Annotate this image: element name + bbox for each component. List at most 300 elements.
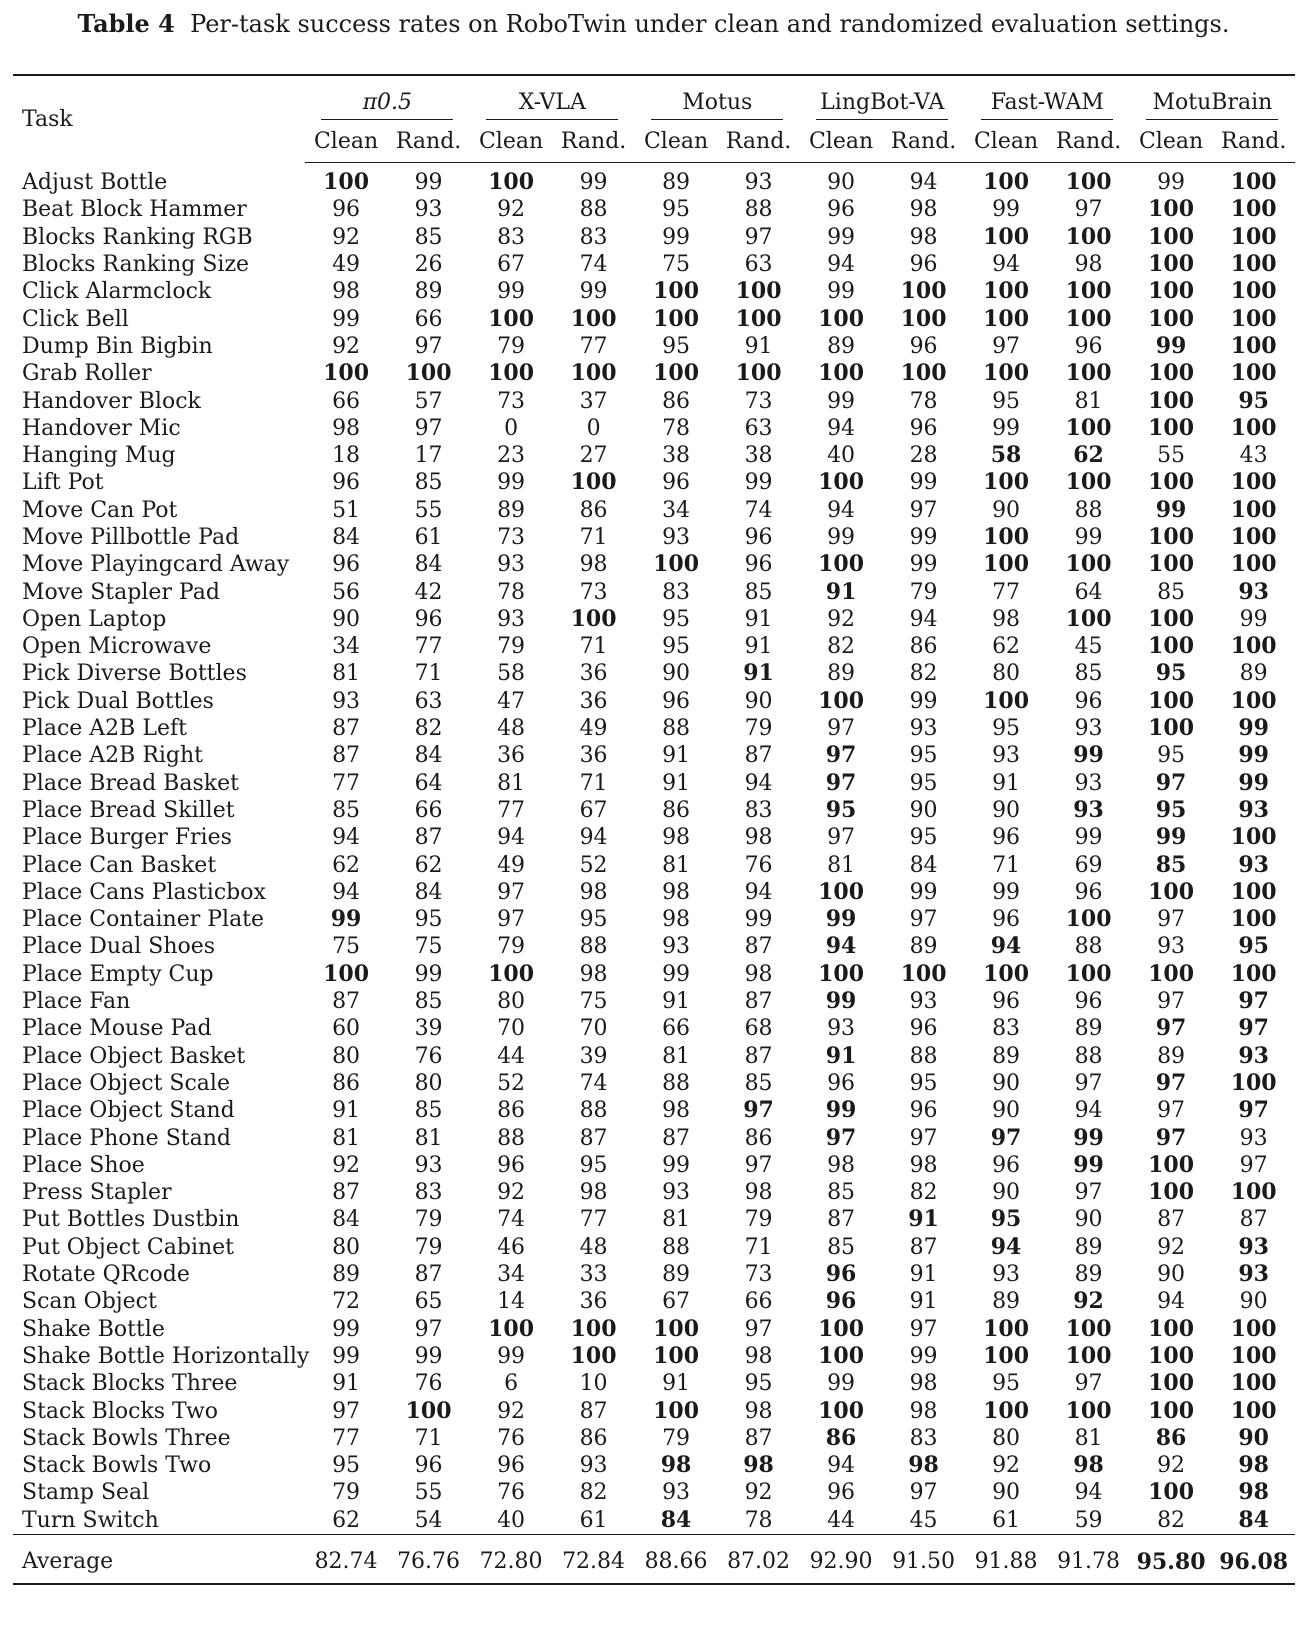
method-header-label: Fast-WAM (981, 90, 1113, 120)
score-cell: 100 (983, 551, 1030, 578)
score-cell: 48 (579, 1234, 608, 1260)
score-cell: 93 (662, 525, 691, 550)
task-name-cell: Hanging Mug (22, 443, 176, 469)
score-cell: 90 (662, 661, 691, 687)
score-cell: 100 (488, 360, 535, 387)
score-cell: 95 (992, 716, 1021, 742)
score-cell: 87 (909, 1234, 938, 1260)
score-cell: 94 (827, 415, 856, 441)
score-cell: 97 (744, 1152, 773, 1178)
table-row (13, 660, 1295, 687)
setting-header-clean: Clean (305, 120, 388, 163)
score-cell: 6 (504, 1371, 519, 1397)
table-row (13, 163, 1295, 197)
score-cell: 95 (909, 825, 938, 851)
table-row (13, 1397, 1295, 1424)
score-cell: 99 (909, 552, 938, 578)
score-cell: 98 (662, 879, 691, 905)
score-cell: 100 (1065, 1342, 1112, 1369)
score-cell: 67 (579, 797, 608, 823)
score-cell: 100 (405, 1397, 452, 1424)
score-cell: 74 (497, 1207, 526, 1233)
task-column-header: Task (13, 75, 305, 163)
score-cell: 80 (992, 661, 1021, 687)
score-cell: 99 (1073, 1151, 1104, 1178)
score-cell: 62 (414, 852, 443, 878)
score-cell: 96 (909, 252, 938, 278)
score-cell: 95 (414, 907, 443, 933)
score-cell: 91 (908, 1206, 939, 1233)
score-cell: 100 (735, 305, 782, 332)
score-cell: 37 (579, 388, 608, 414)
score-cell: 87 (414, 825, 443, 851)
score-cell: 94 (1074, 1098, 1103, 1124)
score-cell: 98 (1074, 252, 1103, 278)
score-cell: 80 (992, 1425, 1021, 1451)
score-cell: 96 (662, 470, 691, 496)
score-cell: 100 (1065, 1397, 1112, 1424)
score-cell: 100 (818, 469, 865, 496)
setting-header-clean: Clean (470, 120, 553, 163)
table-row (13, 1097, 1295, 1124)
score-cell: 85 (414, 1098, 443, 1124)
score-cell: 58 (497, 661, 526, 687)
score-cell: 95 (744, 1371, 773, 1397)
score-cell: 44 (827, 1507, 856, 1533)
table-row (13, 1234, 1295, 1261)
score-cell: 87 (332, 1180, 361, 1206)
score-cell: 51 (332, 497, 361, 523)
score-cell: 97 (825, 1124, 857, 1151)
score-cell: 100 (983, 469, 1030, 496)
table-row (13, 742, 1295, 769)
score-cell: 73 (579, 579, 608, 605)
task-name-cell: Stack Bowls Three (22, 1425, 231, 1451)
average-score-cell: 72.84 (552, 1534, 635, 1584)
score-cell: 93 (1238, 851, 1269, 878)
task-rows (13, 163, 1295, 1535)
score-cell: 94 (332, 825, 361, 851)
score-cell: 100 (1148, 1479, 1195, 1506)
score-cell: 100 (1230, 1315, 1277, 1342)
score-cell: 100 (983, 1315, 1030, 1342)
score-cell: 14 (497, 1289, 526, 1315)
average-row (13, 1534, 1295, 1584)
score-cell: 83 (579, 224, 608, 250)
score-cell: 68 (744, 1016, 773, 1042)
score-cell: 100 (1230, 1069, 1277, 1096)
score-cell: 100 (983, 1342, 1030, 1369)
score-cell: 100 (405, 360, 452, 387)
score-cell: 97 (744, 224, 773, 250)
score-cell: 64 (1074, 579, 1103, 605)
score-cell: 95 (909, 743, 938, 769)
score-cell: 99 (414, 1343, 443, 1369)
score-cell: 98 (1238, 1479, 1269, 1506)
score-cell: 99 (992, 415, 1021, 441)
task-name-cell: Place Object Basket (22, 1043, 246, 1069)
score-cell: 86 (497, 1098, 526, 1124)
score-cell: 89 (1074, 1234, 1103, 1260)
score-cell: 94 (909, 606, 938, 632)
table-row (13, 1452, 1295, 1479)
score-cell: 76 (414, 1043, 443, 1069)
score-cell: 94 (744, 879, 773, 905)
score-cell: 93 (1239, 1125, 1268, 1151)
score-cell: 100 (1065, 551, 1112, 578)
average-label-cell: Average (13, 1534, 305, 1584)
score-cell: 100 (1230, 1179, 1277, 1206)
score-cell: 84 (414, 552, 443, 578)
score-cell: 100 (1230, 551, 1277, 578)
score-cell: 93 (414, 197, 443, 223)
score-cell: 93 (332, 688, 361, 714)
task-name-cell: Place Mouse Pad (22, 1016, 212, 1042)
task-name-cell: Rotate QRcode (22, 1262, 190, 1288)
score-cell: 96 (662, 688, 691, 714)
table-row (13, 387, 1295, 414)
score-cell: 88 (1074, 1043, 1103, 1069)
table-row (13, 278, 1295, 305)
score-cell: 100 (1148, 1179, 1195, 1206)
task-name-cell: Scan Object (22, 1289, 157, 1315)
score-cell: 90 (1239, 1289, 1268, 1315)
score-cell: 100 (1065, 223, 1112, 250)
table-row (13, 606, 1295, 633)
score-cell: 80 (497, 989, 526, 1015)
score-cell: 71 (414, 1425, 443, 1451)
score-cell: 86 (662, 388, 691, 414)
score-cell: 93 (1157, 934, 1186, 960)
score-cell: 65 (414, 1289, 443, 1315)
score-cell: 93 (1074, 716, 1103, 742)
score-cell: 89 (992, 1289, 1021, 1315)
score-cell: 28 (909, 443, 938, 469)
score-cell: 99 (909, 688, 938, 714)
score-cell: 55 (414, 1480, 443, 1506)
score-cell: 88 (744, 197, 773, 223)
score-cell: 89 (497, 497, 526, 523)
score-cell: 100 (818, 878, 865, 905)
score-cell: 47 (497, 688, 526, 714)
score-cell: 96 (909, 1016, 938, 1042)
score-cell: 62 (332, 1507, 361, 1533)
score-cell: 100 (1065, 360, 1112, 387)
score-cell: 85 (332, 797, 361, 823)
score-cell: 89 (1157, 1043, 1186, 1069)
score-cell: 77 (497, 797, 526, 823)
score-cell: 91 (662, 743, 691, 769)
score-cell: 75 (579, 989, 608, 1015)
table-row (13, 1370, 1295, 1397)
table-row (13, 224, 1295, 251)
table-row (13, 551, 1295, 578)
score-cell: 100 (735, 360, 782, 387)
score-cell: 85 (827, 1180, 856, 1206)
score-cell: 100 (900, 305, 947, 332)
table-row (13, 360, 1295, 387)
score-cell: 92 (497, 197, 526, 223)
score-cell: 97 (1238, 1015, 1269, 1042)
score-cell: 97 (414, 333, 443, 359)
table-row (13, 497, 1295, 524)
score-cell: 97 (1155, 1069, 1187, 1096)
score-cell: 52 (497, 1070, 526, 1096)
score-cell: 71 (992, 852, 1021, 878)
score-cell: 93 (1238, 1042, 1269, 1069)
table-row (13, 906, 1295, 933)
score-cell: 87 (827, 1207, 856, 1233)
score-cell: 97 (1074, 197, 1103, 223)
score-cell: 80 (414, 1070, 443, 1096)
score-cell: 99 (825, 988, 857, 1015)
score-cell: 69 (1074, 852, 1103, 878)
score-cell: 88 (662, 716, 691, 742)
score-cell: 100 (818, 1315, 865, 1342)
score-cell: 66 (332, 388, 361, 414)
task-name-cell: Click Alarmclock (22, 279, 212, 305)
average-score-cell: 87.02 (717, 1534, 800, 1584)
score-cell: 87 (1157, 1207, 1186, 1233)
task-name-cell: Place Cans Plasticbox (22, 879, 266, 905)
table-row (13, 688, 1295, 715)
score-cell: 83 (744, 797, 773, 823)
table-row (13, 1043, 1295, 1070)
score-cell: 100 (983, 524, 1030, 550)
score-cell: 100 (1148, 633, 1195, 660)
score-cell: 87 (579, 1398, 608, 1424)
score-cell: 96 (909, 333, 938, 359)
score-cell: 70 (497, 1016, 526, 1042)
score-cell: 100 (653, 360, 700, 387)
score-cell: 97 (497, 879, 526, 905)
method-header-label: X-VLA (486, 90, 618, 120)
method-header (305, 75, 470, 120)
score-cell: 98 (1238, 1452, 1269, 1479)
score-cell: 90 (1157, 1262, 1186, 1288)
score-cell: 76 (497, 1425, 526, 1451)
score-cell: 88 (1074, 497, 1103, 523)
score-cell: 100 (900, 278, 947, 305)
score-cell: 91 (992, 770, 1021, 796)
score-cell: 76 (744, 852, 773, 878)
score-cell: 43 (1239, 443, 1268, 469)
score-cell: 98 (662, 907, 691, 933)
score-cell: 58 (990, 442, 1022, 469)
score-cell: 99 (909, 1343, 938, 1369)
score-cell: 100 (1148, 414, 1195, 441)
score-cell: 34 (332, 634, 361, 660)
score-cell: 94 (332, 879, 361, 905)
score-cell: 100 (818, 305, 865, 332)
score-cell: 97 (992, 333, 1021, 359)
score-cell: 87 (579, 1125, 608, 1151)
task-name-cell: Blocks Ranking Size (22, 252, 250, 278)
task-name-cell: Shake Bottle Horizontally (22, 1343, 310, 1369)
table-row (13, 933, 1295, 960)
score-cell: 99 (1073, 742, 1104, 769)
score-cell: 99 (1238, 715, 1269, 742)
score-cell: 92 (992, 1453, 1021, 1479)
score-cell: 99 (332, 1316, 361, 1342)
score-cell: 98 (743, 1452, 774, 1479)
score-cell: 90 (992, 1070, 1021, 1096)
score-cell: 96 (827, 197, 856, 223)
score-cell: 61 (992, 1507, 1021, 1533)
score-cell: 17 (414, 443, 443, 469)
score-cell: 95 (332, 1453, 361, 1479)
setting-header-clean: Clean (800, 120, 883, 163)
score-cell: 84 (332, 1207, 361, 1233)
score-cell: 99 (1155, 332, 1187, 359)
score-cell: 100 (1230, 1342, 1277, 1369)
score-cell: 57 (414, 388, 443, 414)
score-cell: 93 (1238, 796, 1269, 823)
score-cell: 100 (983, 223, 1030, 250)
setting-header-rand: Rand. (1212, 120, 1295, 163)
table-row (13, 578, 1295, 605)
score-cell: 84 (414, 879, 443, 905)
task-name-cell: Place Container Plate (22, 907, 265, 933)
score-cell: 92 (827, 606, 856, 632)
score-cell: 98 (908, 1452, 939, 1479)
task-name-cell: Dump Bin Bigbin (22, 333, 213, 359)
score-cell: 86 (909, 634, 938, 660)
average-score-cell: 91.88 (965, 1534, 1048, 1584)
score-cell: 100 (1148, 305, 1195, 332)
score-cell: 86 (332, 1070, 361, 1096)
score-cell: 87 (332, 989, 361, 1015)
score-cell: 99 (497, 470, 526, 496)
score-cell: 85 (744, 579, 773, 605)
score-cell: 100 (653, 1397, 700, 1424)
score-cell: 100 (323, 169, 370, 196)
score-cell: 94 (909, 170, 938, 196)
score-cell: 93 (909, 716, 938, 742)
score-cell: 91 (825, 578, 857, 605)
score-cell: 48 (497, 716, 526, 742)
score-cell: 98 (909, 224, 938, 250)
score-cell: 86 (744, 1125, 773, 1151)
score-cell: 92 (332, 1152, 361, 1178)
score-cell: 96 (909, 415, 938, 441)
method-header-label: Motus (651, 90, 783, 120)
score-cell: 44 (497, 1043, 526, 1069)
score-cell: 98 (909, 197, 938, 223)
score-cell: 86 (825, 1424, 857, 1451)
score-cell: 97 (743, 1097, 774, 1124)
score-cell: 100 (735, 278, 782, 305)
score-cell: 83 (497, 224, 526, 250)
score-cell: 96 (1074, 688, 1103, 714)
score-cell: 45 (909, 1507, 938, 1533)
score-cell: 97 (1155, 1015, 1187, 1042)
score-cell: 100 (653, 1315, 700, 1342)
score-cell: 100 (1230, 251, 1277, 278)
score-cell: 85 (414, 989, 443, 1015)
score-cell: 63 (744, 252, 773, 278)
score-cell: 89 (909, 934, 938, 960)
score-cell: 91 (332, 1098, 361, 1124)
score-cell: 99 (744, 470, 773, 496)
score-cell: 96 (497, 1453, 526, 1479)
table-row (13, 1179, 1295, 1206)
setting-header-rand: Rand. (882, 120, 965, 163)
score-cell: 99 (1238, 769, 1269, 796)
score-cell: 86 (1155, 1424, 1187, 1451)
score-cell: 87 (744, 743, 773, 769)
method-header (800, 75, 965, 120)
score-cell: 23 (497, 443, 526, 469)
score-cell: 99 (330, 906, 362, 933)
score-cell: 97 (909, 497, 938, 523)
score-cell: 100 (1230, 687, 1277, 714)
score-cell: 77 (579, 333, 608, 359)
score-cell: 71 (414, 661, 443, 687)
score-cell: 93 (414, 1152, 443, 1178)
score-cell: 100 (1148, 1370, 1195, 1397)
task-name-cell: Press Stapler (22, 1180, 172, 1206)
score-cell: 33 (579, 1262, 608, 1288)
score-cell: 72 (332, 1289, 361, 1315)
score-cell: 85 (827, 1234, 856, 1260)
score-cell: 81 (662, 1043, 691, 1069)
score-cell: 80 (332, 1043, 361, 1069)
score-cell: 100 (1148, 360, 1195, 387)
score-cell: 100 (983, 1397, 1030, 1424)
task-name-cell: Blocks Ranking RGB (22, 224, 253, 250)
task-name-cell: Shake Bottle (22, 1316, 165, 1342)
score-cell: 73 (744, 1262, 773, 1288)
score-cell: 87 (332, 743, 361, 769)
score-cell: 54 (414, 1507, 443, 1533)
score-cell: 100 (1230, 524, 1277, 550)
score-cell: 99 (332, 1343, 361, 1369)
score-cell: 97 (909, 907, 938, 933)
score-cell: 94 (990, 933, 1022, 960)
average-score-cell: 96.08 (1212, 1534, 1295, 1584)
table-row (13, 1261, 1295, 1288)
table-row (13, 715, 1295, 742)
score-cell: 78 (497, 579, 526, 605)
score-cell: 99 (825, 906, 857, 933)
task-name-cell: Move Can Pot (22, 497, 178, 523)
score-cell: 63 (414, 688, 443, 714)
score-cell: 36 (579, 688, 608, 714)
score-cell: 99 (909, 470, 938, 496)
score-cell: 90 (992, 497, 1021, 523)
score-cell: 100 (1065, 305, 1112, 332)
score-cell: 97 (1238, 988, 1269, 1015)
average-score-cell: 91.78 (1047, 1534, 1130, 1584)
score-cell: 55 (1157, 443, 1186, 469)
score-cell: 74 (579, 1070, 608, 1096)
score-cell: 71 (579, 525, 608, 550)
score-cell: 77 (992, 579, 1021, 605)
score-cell: 91 (744, 606, 773, 632)
score-cell: 81 (414, 1125, 443, 1151)
score-cell: 93 (497, 606, 526, 632)
task-name-cell: Stack Blocks Three (22, 1371, 238, 1397)
score-cell: 85 (1074, 661, 1103, 687)
task-name-cell: Grab Roller (22, 361, 152, 387)
task-name-cell: Handover Block (22, 388, 201, 414)
score-cell: 96 (1074, 989, 1103, 1015)
score-cell: 36 (579, 661, 608, 687)
score-cell: 67 (497, 252, 526, 278)
average-score-cell: 95.80 (1130, 1534, 1213, 1584)
task-name-cell: Pick Dual Bottles (22, 688, 214, 714)
